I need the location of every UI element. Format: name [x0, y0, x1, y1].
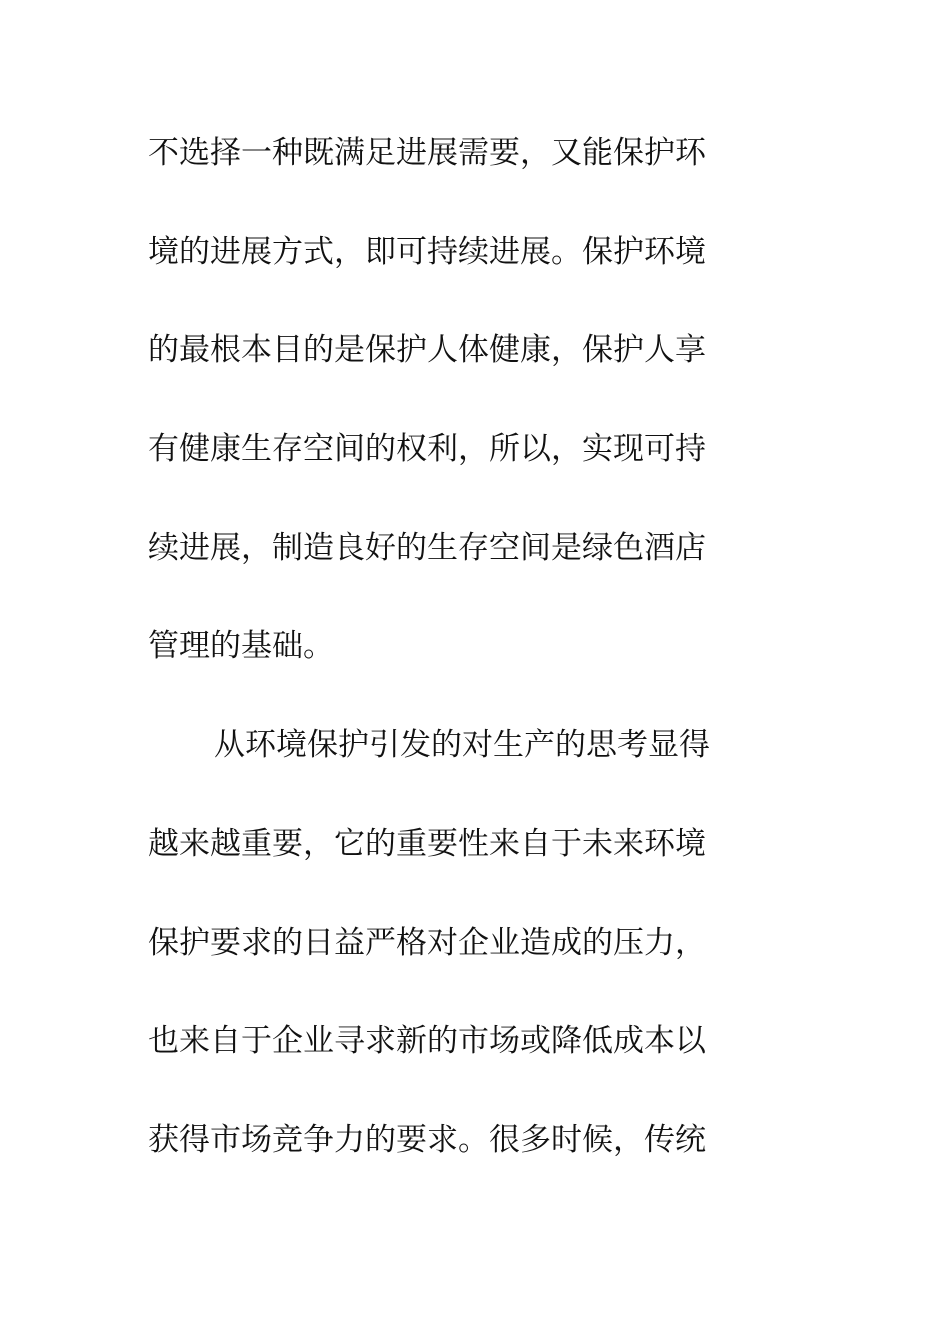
text-line: 也来自于企业寻求新的市场或降低成本以 [148, 1023, 706, 1060]
paragraph-first-line: 从环境保护引发的对生产的思考显得 [214, 727, 710, 764]
text-line: 有健康生存空间的权利，所以，实现可持 [148, 431, 706, 468]
text-line: 续进展，制造良好的生存空间是绿色酒店 [148, 529, 706, 566]
body-text [148, 128, 788, 1214]
text-line: 境的进展方式，即可持续进展。保护环境 [148, 233, 706, 270]
text-line: 保护要求的日益严格对企业造成的压力， [148, 924, 706, 961]
text-line: 越来越重要，它的重要性来自于未来环境 [148, 825, 706, 862]
text-line: 的最根本目的是保护人体健康，保护人享 [148, 332, 706, 369]
text-line: 不选择一种既满足进展需要，又能保护环 [148, 135, 706, 171]
text-line: 管理的基础。 [148, 628, 334, 665]
text-line: 获得市场竞争力的要求。很多时候，传统 [148, 1121, 706, 1158]
